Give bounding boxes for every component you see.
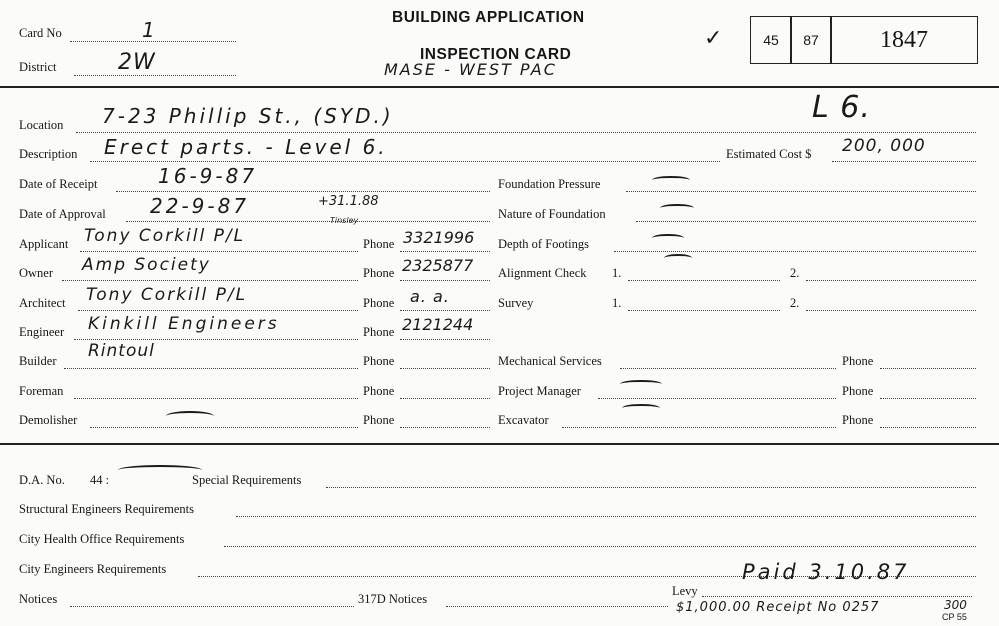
survey-num-1: 1.: [612, 296, 622, 310]
notices-line: [70, 606, 354, 607]
demolisher-phone-label: Phone: [363, 413, 395, 427]
foreman-label: Foreman: [19, 384, 64, 398]
engineer-phone-line: [400, 339, 490, 340]
architect-phone: a. a.: [410, 287, 450, 306]
city-engineers-label: City Engineers Requirements: [19, 562, 167, 576]
mechanical-services-phone-label: Phone: [842, 354, 874, 368]
owner-line: [62, 280, 358, 281]
survey-label: Survey: [498, 296, 534, 310]
engineer-line: [74, 339, 358, 340]
project-manager-line: [598, 398, 836, 399]
owner-value: Amp Society: [82, 255, 211, 275]
foundation-pressure-dash: [652, 176, 690, 184]
levy-label: Levy: [672, 584, 698, 598]
da-no-value: 44 :: [90, 473, 110, 487]
date-approval-line: [126, 221, 490, 222]
date-approval-value: 22-9-87: [150, 194, 250, 218]
special-requirements-line: [326, 487, 976, 488]
title-line-1: BUILDING APPLICATION: [392, 9, 585, 26]
levy-line: [702, 596, 972, 597]
box-b-value: 87: [803, 32, 819, 48]
foreman-phone-label: Phone: [363, 384, 395, 398]
location-value: 7-23 Phillip St., (SYD.): [102, 104, 394, 128]
applicant-phone-label: Phone: [363, 237, 395, 251]
architect-line: [78, 310, 358, 311]
district-line: [74, 75, 236, 76]
demolisher-phone-line: [400, 427, 490, 428]
excavator-label: Excavator: [498, 413, 549, 427]
applicant-value: Tony Corkill P/L: [84, 226, 246, 246]
owner-label: Owner: [19, 266, 54, 280]
nature-foundation-dash: [660, 204, 694, 212]
applicant-label: Applicant: [19, 237, 69, 251]
check-mark: ✓: [704, 26, 724, 51]
estimated-cost-value: 200, 000: [842, 136, 926, 156]
foreman-phone-line: [400, 398, 490, 399]
builder-phone-line: [400, 368, 490, 369]
builder-line: [64, 368, 358, 369]
description-label: Description: [19, 147, 78, 161]
notices-label: Notices: [19, 592, 58, 606]
architect-label: Architect: [19, 296, 66, 310]
estimated-cost-label: Estimated Cost $: [726, 147, 812, 161]
title-line-2: INSPECTION CARD: [420, 46, 572, 63]
owner-phone: 2325877: [402, 256, 474, 275]
architect-value: Tony Corkill P/L: [86, 285, 248, 305]
mechanical-services-label: Mechanical Services: [498, 354, 602, 368]
date-receipt-label: Date of Receipt: [19, 177, 98, 191]
survey-line-2: [806, 310, 976, 311]
card-no-label: Card No: [19, 26, 62, 40]
date-receipt-value: 16-9-87: [158, 164, 258, 188]
alignment-check-line-2: [806, 280, 976, 281]
foundation-pressure-line: [626, 191, 976, 192]
engineer-value: Kinkill Engineers: [88, 314, 280, 334]
box-a-value: 45: [763, 32, 779, 48]
builder-value: Rintoul: [88, 341, 155, 361]
applicant-line: [80, 251, 358, 252]
card-number: 1847: [880, 26, 928, 53]
depth-footings-line: [614, 251, 976, 252]
alignment-check-line-1: [628, 280, 780, 281]
location-line: [76, 132, 976, 133]
da-no-label: D.A. No.: [19, 473, 65, 487]
alignment-check-label: Alignment Check: [498, 266, 587, 280]
depth-footings-dash-1: [652, 234, 684, 242]
depth-footings-dash-2: [664, 254, 692, 262]
builder-phone-label: Phone: [363, 354, 395, 368]
project-manager-phone-line: [880, 398, 976, 399]
alignment-check-num-1: 1.: [612, 266, 622, 280]
applicant-phone: 3321996: [403, 228, 475, 247]
foreman-line: [74, 398, 358, 399]
levy-note: $1,000.00 Receipt No 0257: [676, 600, 880, 615]
applicant-phone-line: [400, 251, 490, 252]
owner-phone-label: Phone: [363, 266, 395, 280]
project-manager-dash-1: [620, 380, 662, 388]
estimated-cost-line: [832, 161, 976, 162]
form-code: CP 55: [942, 612, 967, 622]
engineer-phone-label: Phone: [363, 325, 395, 339]
architect-phone-label: Phone: [363, 296, 395, 310]
project-manager-dash-2: [622, 404, 660, 412]
demolisher-dash: [166, 411, 214, 421]
location-note: L 6.: [812, 90, 871, 125]
architect-phone-line: [400, 310, 490, 311]
demolisher-label: Demolisher: [19, 413, 78, 427]
structural-engineers-label: Structural Engineers Requirements: [19, 502, 194, 516]
city-health-line: [224, 546, 976, 547]
date-approval-subnote: Tinsley: [330, 216, 359, 225]
excavator-phone-line: [880, 427, 976, 428]
alignment-check-num-2: 2.: [790, 266, 800, 280]
district-label: District: [19, 60, 57, 74]
card-no-value: 1: [142, 18, 156, 42]
middle-divider: [0, 443, 999, 445]
survey-num-2: 2.: [790, 296, 800, 310]
foundation-pressure-label: Foundation Pressure: [498, 177, 601, 191]
mechanical-services-line: [620, 368, 836, 369]
notices-317d-label: 317D Notices: [358, 592, 428, 606]
da-no-dash: [118, 465, 202, 475]
project-manager-label: Project Manager: [498, 384, 581, 398]
survey-line-1: [628, 310, 780, 311]
box-a: [750, 16, 792, 64]
district-value: 2W: [118, 50, 156, 75]
demolisher-line: [90, 427, 358, 428]
location-label: Location: [19, 118, 64, 132]
excavator-phone-label: Phone: [842, 413, 874, 427]
engineer-label: Engineer: [19, 325, 65, 339]
date-receipt-line: [116, 191, 490, 192]
mechanical-services-phone-line: [880, 368, 976, 369]
box-b: [790, 16, 832, 64]
handwritten-note: MASE - WEST PAC: [384, 60, 557, 79]
structural-engineers-line: [236, 516, 976, 517]
levy-value: Paid 3.10.87: [742, 560, 910, 584]
engineer-phone: 2121244: [402, 315, 474, 334]
special-requirements-label: Special Requirements: [192, 473, 302, 487]
date-approval-label: Date of Approval: [19, 207, 106, 221]
owner-phone-line: [400, 280, 490, 281]
nature-foundation-line: [636, 221, 976, 222]
levy-extra: 300: [944, 598, 967, 612]
city-health-label: City Health Office Requirements: [19, 532, 185, 546]
top-divider: [0, 86, 999, 88]
notices-317d-line: [446, 606, 668, 607]
project-manager-phone-label: Phone: [842, 384, 874, 398]
card-number-box: [830, 16, 978, 64]
description-value: Erect parts. - Level 6.: [104, 135, 388, 159]
builder-label: Builder: [19, 354, 57, 368]
description-line: [90, 161, 720, 162]
date-approval-note: +31.1.88: [318, 194, 379, 209]
depth-footings-label: Depth of Footings: [498, 237, 589, 251]
excavator-line: [562, 427, 836, 428]
nature-foundation-label: Nature of Foundation: [498, 207, 606, 221]
